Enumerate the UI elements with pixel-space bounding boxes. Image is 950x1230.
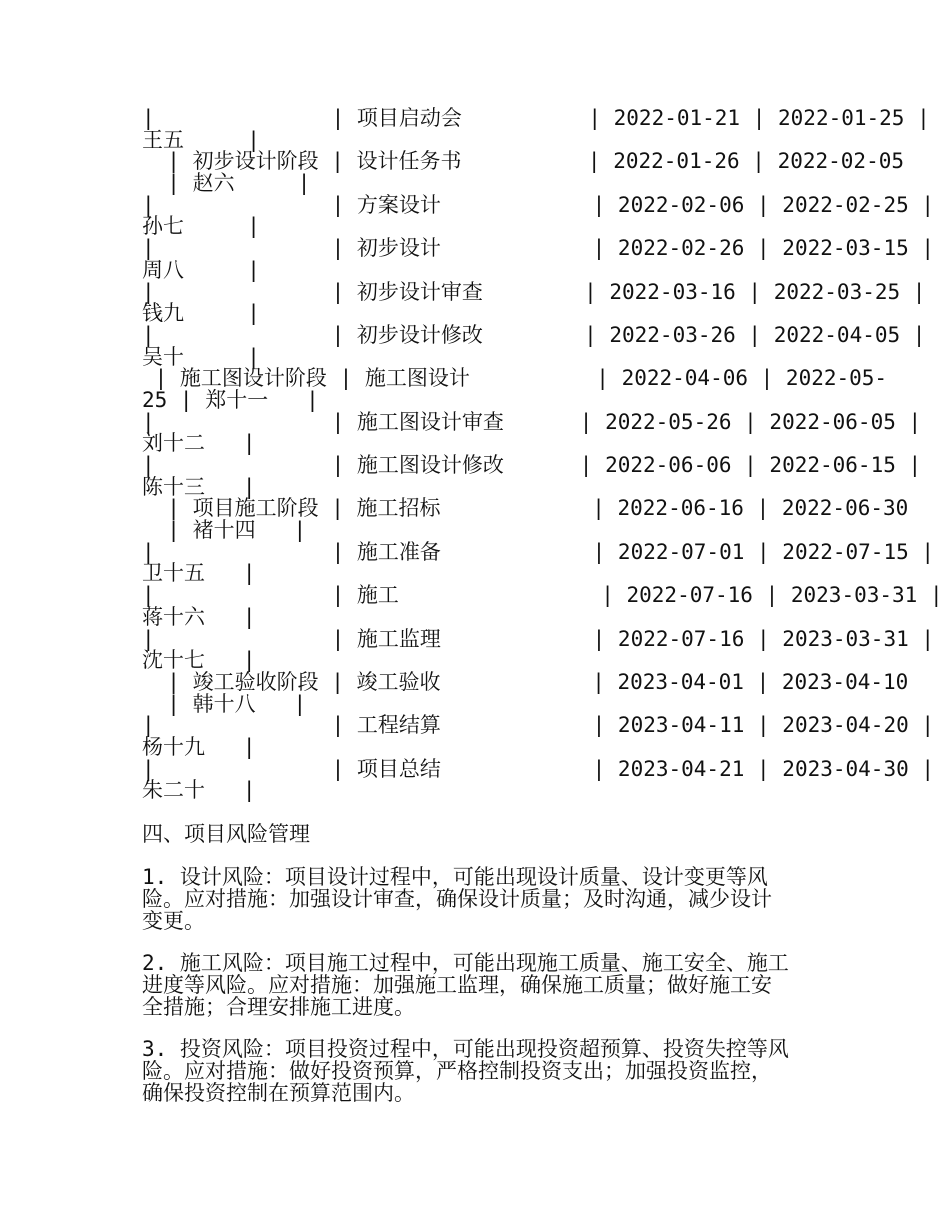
schedule-line: 卫十五 | xyxy=(142,561,256,586)
schedule-line: 沈十七 | xyxy=(142,648,256,673)
schedule-line: | | 方案设计 | 2022-02-06 | 2022-02-25 | xyxy=(142,192,935,217)
paragraph-line: 确保投资控制在预算范围内。 xyxy=(142,1081,415,1105)
paragraph-line: 1. 设计风险：项目设计过程中，可能出现设计质量、设计变更等风 xyxy=(142,865,768,889)
document-page xyxy=(142,106,943,1105)
schedule-line: | 韩十八 | xyxy=(142,691,307,716)
schedule-line: | | 施工 | 2022-07-16 | 2023-03-31 | xyxy=(142,583,943,608)
schedule-line: | | 项目启动会 | 2022-01-21 | 2022-01-25 | xyxy=(142,106,930,130)
schedule-line: | | 施工准备 | 2022-07-01 | 2022-07-15 | xyxy=(142,539,935,564)
schedule-line: | | 施工图设计修改 | 2022-06-06 | 2022-06-15 | xyxy=(142,453,922,477)
schedule-line: | | 施工监理 | 2022-07-16 | 2023-03-31 | xyxy=(142,626,935,651)
schedule-line: | 项目施工阶段 | 施工招标 | 2022-06-16 | 2022-06-30 xyxy=(142,496,909,521)
risk-paragraph xyxy=(142,1038,812,1104)
risk-paragraph xyxy=(142,952,812,1018)
schedule-line: 孙七 | xyxy=(142,214,260,239)
schedule-line: 朱二十 | xyxy=(142,778,256,803)
paragraph-line: 险。应对措施：加强设计审查，确保设计质量；及时沟通，减少设计 xyxy=(142,887,772,911)
paragraph-line: 险。应对措施：做好投资预算，严格控制投资支出；加强投资监控， xyxy=(142,1059,772,1083)
paragraph-line: 2. 施工风险：项目施工过程中，可能出现施工质量、施工安全、施工 xyxy=(142,951,789,975)
schedule-line: | 褚十四 | xyxy=(142,518,307,543)
schedule-line: | 初步设计阶段 | 设计任务书 | 2022-01-26 | 2022-02-05 xyxy=(142,149,905,174)
schedule-table-text xyxy=(142,106,943,803)
schedule-line: 刘十二 | xyxy=(142,431,256,456)
schedule-line: 王五 | xyxy=(142,127,260,152)
schedule-line: 25 | 郑十一 | xyxy=(142,387,319,412)
paragraph-line: 进度等风险。应对措施：加强施工监理，确保施工质量；做好施工安 xyxy=(142,973,772,997)
schedule-line: 周八 | xyxy=(142,257,260,282)
paragraph-line: 变更。 xyxy=(142,909,205,933)
schedule-line: | 施工图设计阶段 | 施工图设计 | 2022-04-06 | 2022-05- xyxy=(142,366,888,391)
schedule-line: | | 初步设计审查 | 2022-03-16 | 2022-03-25 | xyxy=(142,279,926,304)
risk-paragraphs xyxy=(142,866,812,1104)
schedule-line: 杨十九 | xyxy=(142,734,256,759)
paragraph-line: 全措施；合理安排施工进度。 xyxy=(142,995,415,1019)
schedule-line: | | 初步设计 | 2022-02-26 | 2022-03-15 | xyxy=(142,236,935,261)
schedule-line: | | 项目总结 | 2023-04-21 | 2023-04-30 | xyxy=(142,756,935,781)
schedule-line: | 赵六 | xyxy=(142,171,311,196)
schedule-line: 陈十三 | xyxy=(142,474,256,499)
risk-paragraph xyxy=(142,866,812,932)
schedule-line: | 竣工验收阶段 | 竣工验收 | 2023-04-01 | 2023-04-10 xyxy=(142,669,909,694)
schedule-line: | | 初步设计修改 | 2022-03-26 | 2022-04-05 | xyxy=(142,322,926,347)
schedule-line: | | 施工图设计审查 | 2022-05-26 | 2022-06-05 | xyxy=(142,409,922,434)
schedule-line: 钱九 | xyxy=(142,301,260,326)
paragraph-line: 3. 投资风险：项目投资过程中，可能出现投资超预算、投资失控等风 xyxy=(142,1037,789,1061)
schedule-line: | | 工程结算 | 2023-04-11 | 2023-04-20 | xyxy=(142,713,935,738)
schedule-line: 吴十 | xyxy=(142,344,260,369)
schedule-line: 蒋十六 | xyxy=(142,604,256,629)
section-title: 四、项目风险管理 xyxy=(142,822,310,846)
